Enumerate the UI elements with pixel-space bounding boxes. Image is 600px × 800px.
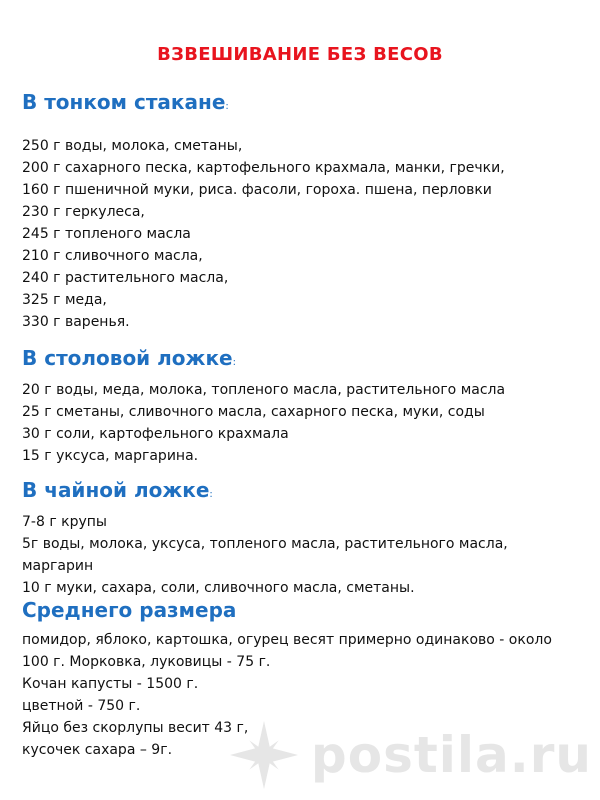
list-item: 250 г воды, молока, сметаны, — [22, 138, 243, 154]
section-heading — [22, 88, 582, 121]
page-title: ВЗВЕШИВАНИЕ БЕЗ ВЕСОВ — [157, 44, 443, 65]
section-heading — [22, 596, 582, 629]
watermark-text: postila.ru — [310, 726, 592, 784]
section-thin-glass — [22, 88, 582, 333]
list-item: 5г воды, молока, уксуса, топленого масла, растительного масла, — [22, 536, 508, 552]
list-item: 200 г сахарного песка, картофельного крахмала, манки, гречки, — [22, 160, 505, 176]
list-item: маргарин — [22, 558, 94, 574]
section-heading-text: В тонком стакане — [22, 90, 226, 114]
section-tablespoon — [22, 344, 582, 467]
list-item: 330 г варенья. — [22, 314, 130, 330]
list-item: 20 г воды, меда, молока, топленого масла, растительного масла — [22, 382, 506, 398]
list-item: 25 г сметаны, сливочного масла, сахарного песка, муки, соды — [22, 404, 485, 420]
list-item: 230 г геркулеса, — [22, 204, 145, 220]
list-item: 325 г меда, — [22, 292, 107, 308]
list-item: цветной - 750 г. — [22, 698, 141, 714]
list-item: помидор, яблоко, картошка, огурец весят примерно одинаково - около — [22, 632, 552, 648]
watermark — [227, 718, 592, 792]
list-item: 160 г пшеничной муки, риса. фасоли, гороха. пшена, перловки — [22, 182, 492, 198]
list-item: 30 г соли, картофельного крахмала — [22, 426, 289, 442]
section-heading — [22, 476, 582, 509]
list-item: 210 г сливочного масла, — [22, 248, 203, 264]
section-heading-text: В чайной ложке — [22, 478, 210, 502]
list-item: 10 г муки, сахара, соли, сливочного масла, сметаны. — [22, 580, 415, 596]
section-heading-colon: : — [225, 101, 229, 112]
section-list — [22, 135, 582, 333]
section-list — [22, 511, 582, 599]
list-item: 240 г растительного масла, — [22, 270, 229, 286]
section-list — [22, 379, 582, 467]
section-teaspoon — [22, 476, 582, 599]
section-heading-text: Среднего размера — [22, 598, 237, 622]
section-heading — [22, 344, 582, 377]
list-item: 100 г. Морковка, луковицы - 75 г. — [22, 654, 271, 670]
list-item: 7-8 г крупы — [22, 514, 107, 530]
section-heading-colon: : — [232, 357, 236, 368]
section-heading-colon: : — [209, 489, 213, 500]
list-item: 15 г уксуса, маргарина. — [22, 448, 199, 464]
star-icon — [227, 718, 301, 792]
section-heading-text: В столовой ложке — [22, 346, 233, 370]
list-item: Яйцо без скорлупы весит 43 г, — [22, 720, 249, 736]
list-item: Кочан капусты - 1500 г. — [22, 676, 199, 692]
list-item: кусочек сахара – 9г. — [22, 742, 173, 758]
list-item: 245 г топленого масла — [22, 226, 191, 242]
